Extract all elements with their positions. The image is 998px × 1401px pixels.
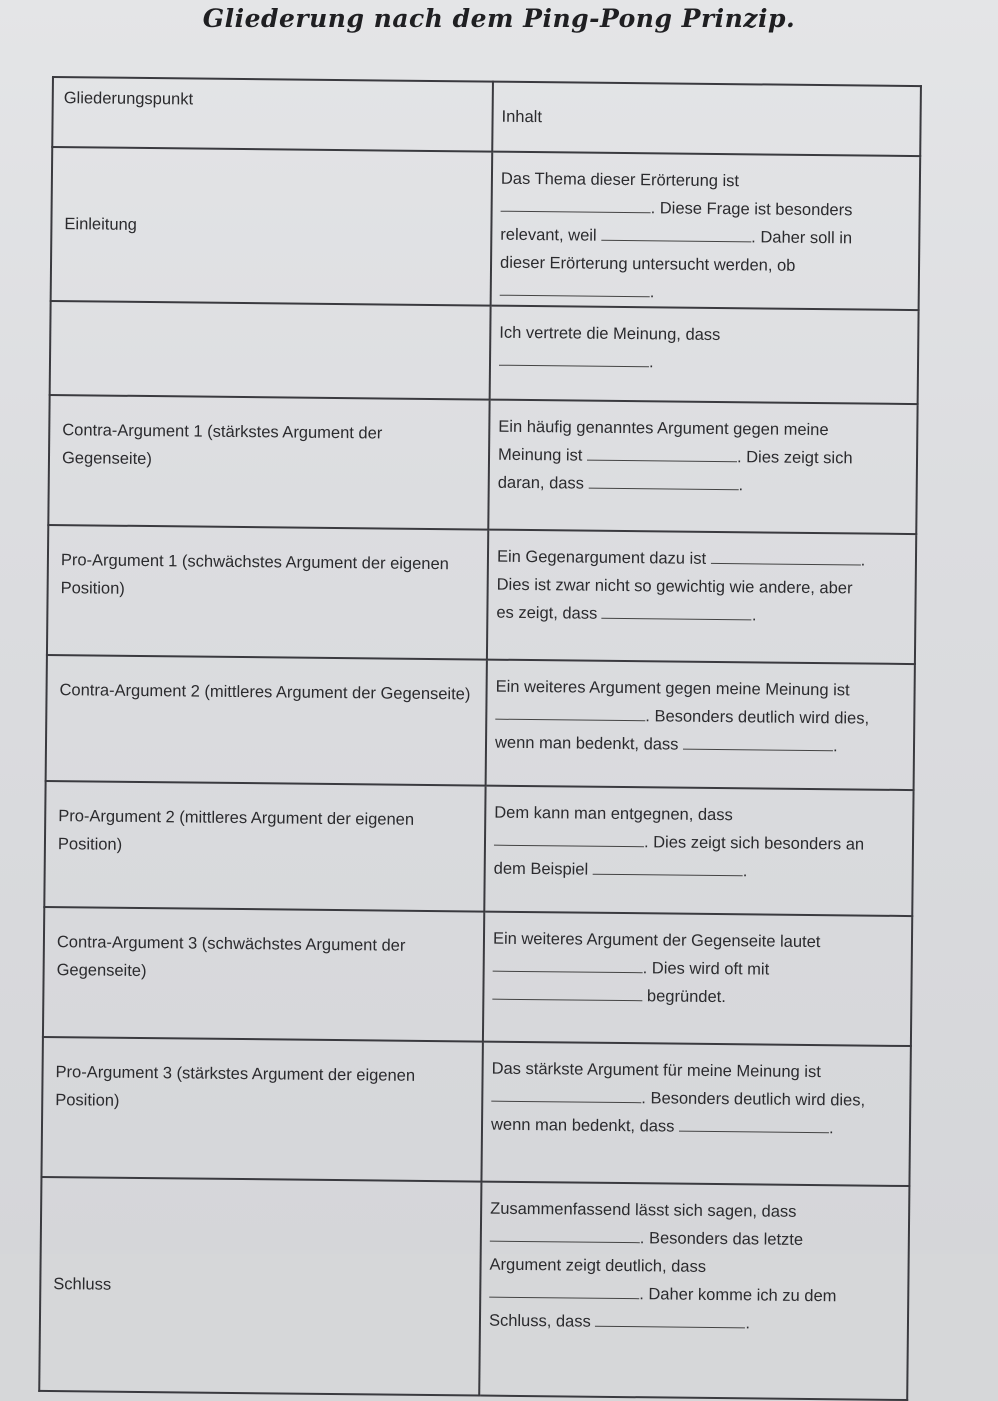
table-row [39,1177,909,1400]
outline-point-label [50,301,491,400]
content-line: dieser Erörterung untersucht werden, ob [499,253,796,275]
content-line [490,1223,902,1255]
content-cell [479,1182,909,1400]
content-line: Ein häufig genanntes Argument gegen meine [498,417,829,440]
table-row [44,781,913,916]
content-text: . [751,606,757,625]
table-row [51,147,921,310]
column-header-content: Inhalt [492,82,921,156]
content-text: . Daher soll in [751,228,853,248]
content-cell [490,306,919,404]
fill-in-blank[interactable] [501,193,651,214]
fill-in-blank[interactable] [683,731,833,752]
outline-point-label: Pro-Argument 2 (mittleres Argument der eigenen Position) [44,781,485,912]
fill-in-blank[interactable] [491,1083,641,1104]
fill-in-blank[interactable] [595,1308,745,1329]
fill-in-blank[interactable] [587,442,737,463]
worksheet-heading: Gliederung nach dem Ping-Pong Prinzip. [202,4,796,33]
content-cell [484,786,913,916]
content-line [489,1307,901,1339]
content-text: . [742,862,748,881]
content-line [495,729,907,761]
content-cell [491,152,921,310]
fill-in-blank[interactable] [711,545,861,566]
content-line: Das Thema dieser Erörterung ist [500,169,740,191]
content-line: Ein weiteres Argument gegen meine Meinung ist [495,677,850,700]
fill-in-blank[interactable] [500,277,650,298]
content-text: . Besonders deutlich wird dies, [641,1089,866,1110]
content-line: Das stärkste Argument für meine Meinung ist [491,1059,821,1082]
content-line [489,1279,901,1311]
fill-in-blank[interactable] [602,600,752,621]
content-line [494,827,906,859]
table-row [41,1037,910,1186]
content-line: Zusammenfassend lässt sich sagen, dass [490,1199,797,1221]
content-text: begründet. [642,987,726,1007]
content-text: . Besonders deutlich wird dies, [645,707,870,728]
outline-point-label: Pro-Argument 1 (schwächstes Argument der eigenen Position) [47,525,488,660]
content-cell [488,400,917,534]
content-cell [483,912,912,1046]
content-line [495,701,907,733]
content-line [498,441,910,473]
fill-in-blank[interactable] [601,222,751,243]
content-line [499,347,911,379]
outline-point-label: Einleitung [51,147,493,306]
fill-in-blank[interactable] [593,856,743,877]
outline-point-label: Contra-Argument 1 (stärkstes Argument der Gegenseite) [48,395,489,530]
content-line [491,1083,903,1115]
outline-point-label: Pro-Argument 3 (stärkstes Argument der eigenen Position) [41,1037,482,1182]
content-text: Ein Gegenargument dazu ist [496,547,711,568]
content-line [500,221,912,253]
content-text: . Besonders das letzte [639,1229,804,1249]
table-row [47,525,916,664]
content-line: Argument zeigt deutlich, dass [489,1255,707,1276]
fill-in-blank[interactable] [493,953,643,974]
content-cell [481,1042,910,1186]
content-cell [486,660,915,790]
content-text: . Dies wird oft mit [642,959,770,979]
content-line [496,599,908,631]
content-text: . Dies zeigt sich [736,448,853,468]
content-line [501,193,913,225]
content-text: . [648,353,654,372]
content-text: . Dies zeigt sich besonders an [643,833,865,854]
content-text: . Diese Frage ist besonders [650,199,853,220]
outline-point-label: Schluss [39,1177,481,1396]
content-line: Ein weiteres Argument der Gegenseite lautet [492,929,821,952]
content-text: . Daher komme ich zu dem [639,1285,837,1306]
content-line [500,277,912,309]
fill-in-blank[interactable] [492,981,642,1002]
content-line [494,855,906,887]
content-text: relevant, weil [500,225,602,245]
column-header-outline-point: Gliederungspunkt [52,77,493,152]
content-line [497,543,909,575]
outline-point-label: Contra-Argument 3 (schwächstes Argument der Gegenseite) [43,907,484,1042]
content-text: . [828,1119,834,1138]
content-line [498,469,910,501]
fill-in-blank[interactable] [679,1113,829,1134]
table-row [48,395,917,534]
content-line: Dies ist zwar nicht so gewichtig wie andere, aber [496,575,853,598]
content-text: . [860,551,866,570]
table-row [43,907,912,1046]
fill-in-blank[interactable] [495,701,645,722]
fill-in-blank[interactable] [490,1223,640,1244]
fill-in-blank[interactable] [489,1279,639,1300]
content-text: . [745,1314,751,1333]
outline-table [38,76,922,1401]
content-text: . [832,737,838,756]
content-text: dem Beispiel [493,859,593,879]
content-text: Meinung ist [497,445,588,465]
fill-in-blank[interactable] [494,827,644,848]
fill-in-blank[interactable] [499,347,649,368]
content-line [492,981,904,1013]
content-line [493,953,905,985]
content-cell [487,530,916,664]
content-line: Ich vertrete die Meinung, dass [499,323,721,345]
fill-in-blank[interactable] [589,470,739,491]
content-line [491,1111,903,1143]
content-text: daran, dass [497,473,589,493]
content-text: . [738,476,744,495]
table-row [50,301,919,404]
content-text: Schluss, dass [488,1311,596,1331]
outline-point-label: Contra-Argument 2 (mittleres Argument der Gegenseite) [46,655,487,786]
table-row [46,655,915,790]
content-text: wenn man bedenkt, dass [490,1115,680,1136]
content-text: . [649,283,655,302]
content-line: Dem kann man entgegnen, dass [494,803,733,825]
content-text: es zeigt, dass [496,603,602,623]
content-text: wenn man bedenkt, dass [494,733,684,754]
